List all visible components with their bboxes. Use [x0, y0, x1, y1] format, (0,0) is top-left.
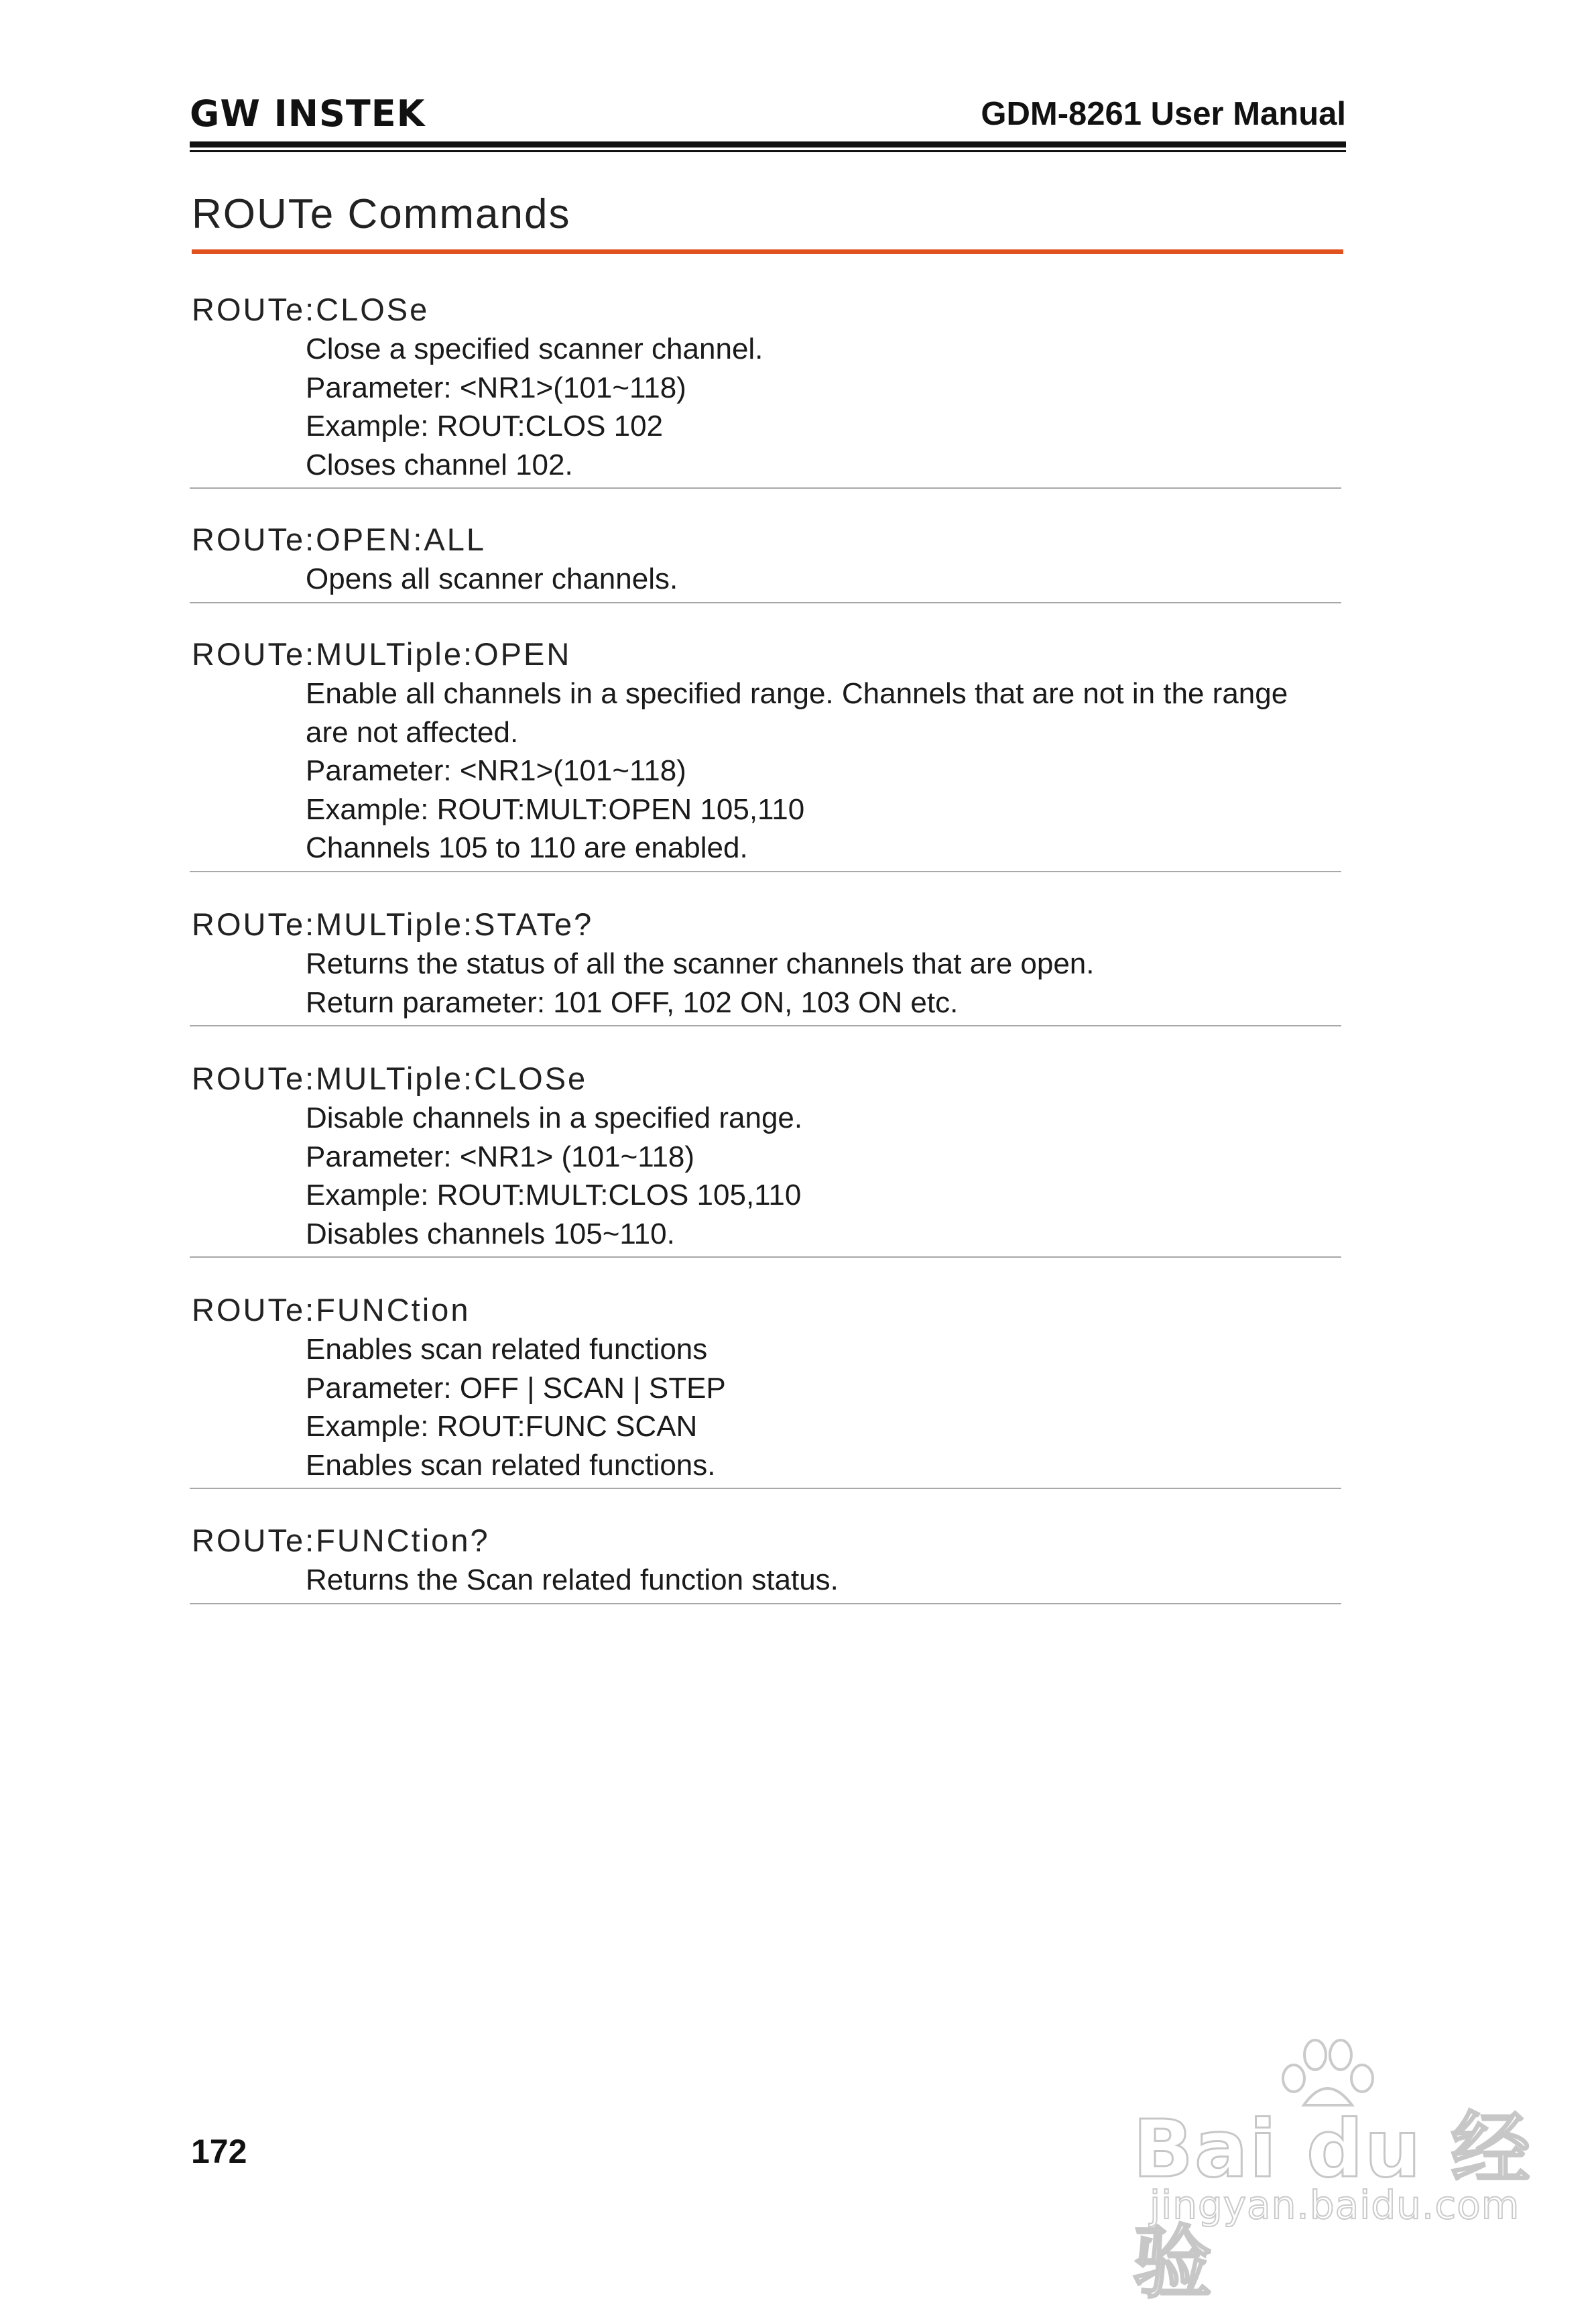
brand-logo: GW INSTEK — [190, 93, 426, 135]
command-parameter: Parameter: <NR1> (101~118) — [306, 1140, 695, 1173]
command-name: ROUTe:MULTiple:CLOSe — [192, 1061, 588, 1096]
command-example: Example: ROUT:CLOS 102 — [306, 410, 664, 442]
command-note: Disables channels 105~110. — [306, 1217, 675, 1250]
command-parameter: Parameter: OFF | SCAN | STEP — [306, 1371, 726, 1405]
command-note: Enables scan related functions. — [306, 1448, 716, 1482]
command-entry — [190, 520, 1341, 603]
header-divider-thin — [190, 150, 1346, 152]
command-divider — [190, 1488, 1341, 1489]
command-note: Closes channel 102. — [306, 448, 573, 481]
page-header — [190, 91, 1346, 135]
command-description: Opens all scanner channels. — [306, 562, 678, 595]
section-title: ROUTe Commands — [192, 191, 571, 237]
command-example: Example: ROUT:MULT:CLOS 105,110 — [306, 1179, 802, 1211]
command-description: Close a specified scanner channel. — [306, 333, 763, 365]
command-description: Enable all channels in a specified range. Channels that are not in the range — [306, 677, 1288, 710]
command-parameter: Parameter: <NR1>(101~118) — [306, 371, 686, 404]
command-example: Example: ROUT:FUNC SCAN — [306, 1410, 698, 1443]
command-entry — [190, 634, 1341, 872]
header-divider — [190, 141, 1346, 147]
watermark-brand: Bai du 经验 — [1133, 2102, 1532, 2309]
command-entry — [190, 290, 1341, 489]
manual-title: GDM-8261 User Manual — [981, 96, 1346, 132]
command-divider — [190, 871, 1341, 872]
command-name: ROUTe:FUNCtion — [192, 1292, 471, 1327]
page-number: 172 — [191, 2133, 247, 2170]
command-description: Returns the status of all the scanner channels that are open. — [306, 947, 1095, 980]
command-description-cont: are not affected. — [306, 715, 519, 749]
command-divider — [190, 1256, 1341, 1258]
command-return: Return parameter: 101 OFF, 102 ON, 103 ON etc. — [306, 986, 959, 1019]
command-name: ROUTe:MULTiple:STATe? — [192, 906, 594, 942]
command-entry — [190, 904, 1341, 1026]
command-divider — [190, 1025, 1341, 1026]
command-divider — [190, 602, 1341, 603]
command-name: ROUTe:CLOSe — [192, 292, 430, 327]
command-name: ROUTe:FUNCtion? — [192, 1523, 490, 1558]
command-name: ROUTe:OPEN:ALL — [192, 522, 487, 557]
command-parameter: Parameter: <NR1>(101~118) — [306, 754, 686, 787]
command-divider — [190, 1603, 1341, 1604]
command-example: Example: ROUT:MULT:OPEN 105,110 — [306, 792, 805, 826]
baidu-watermark — [1133, 2031, 1548, 2309]
command-description: Disable channels in a specified range. — [306, 1102, 803, 1134]
command-divider — [190, 487, 1341, 489]
command-entry — [190, 1521, 1341, 1604]
command-entry — [190, 1059, 1341, 1258]
command-name: ROUTe:MULTiple:OPEN — [192, 636, 572, 672]
command-description: Enables scan related functions — [306, 1333, 708, 1366]
command-note: Channels 105 to 110 are enabled. — [306, 831, 748, 864]
watermark-url: jingyan.baidu.com — [1150, 2182, 1520, 2228]
command-description: Returns the Scan related function status. — [306, 1563, 839, 1596]
section-divider — [192, 249, 1343, 254]
command-entry — [190, 1290, 1341, 1489]
